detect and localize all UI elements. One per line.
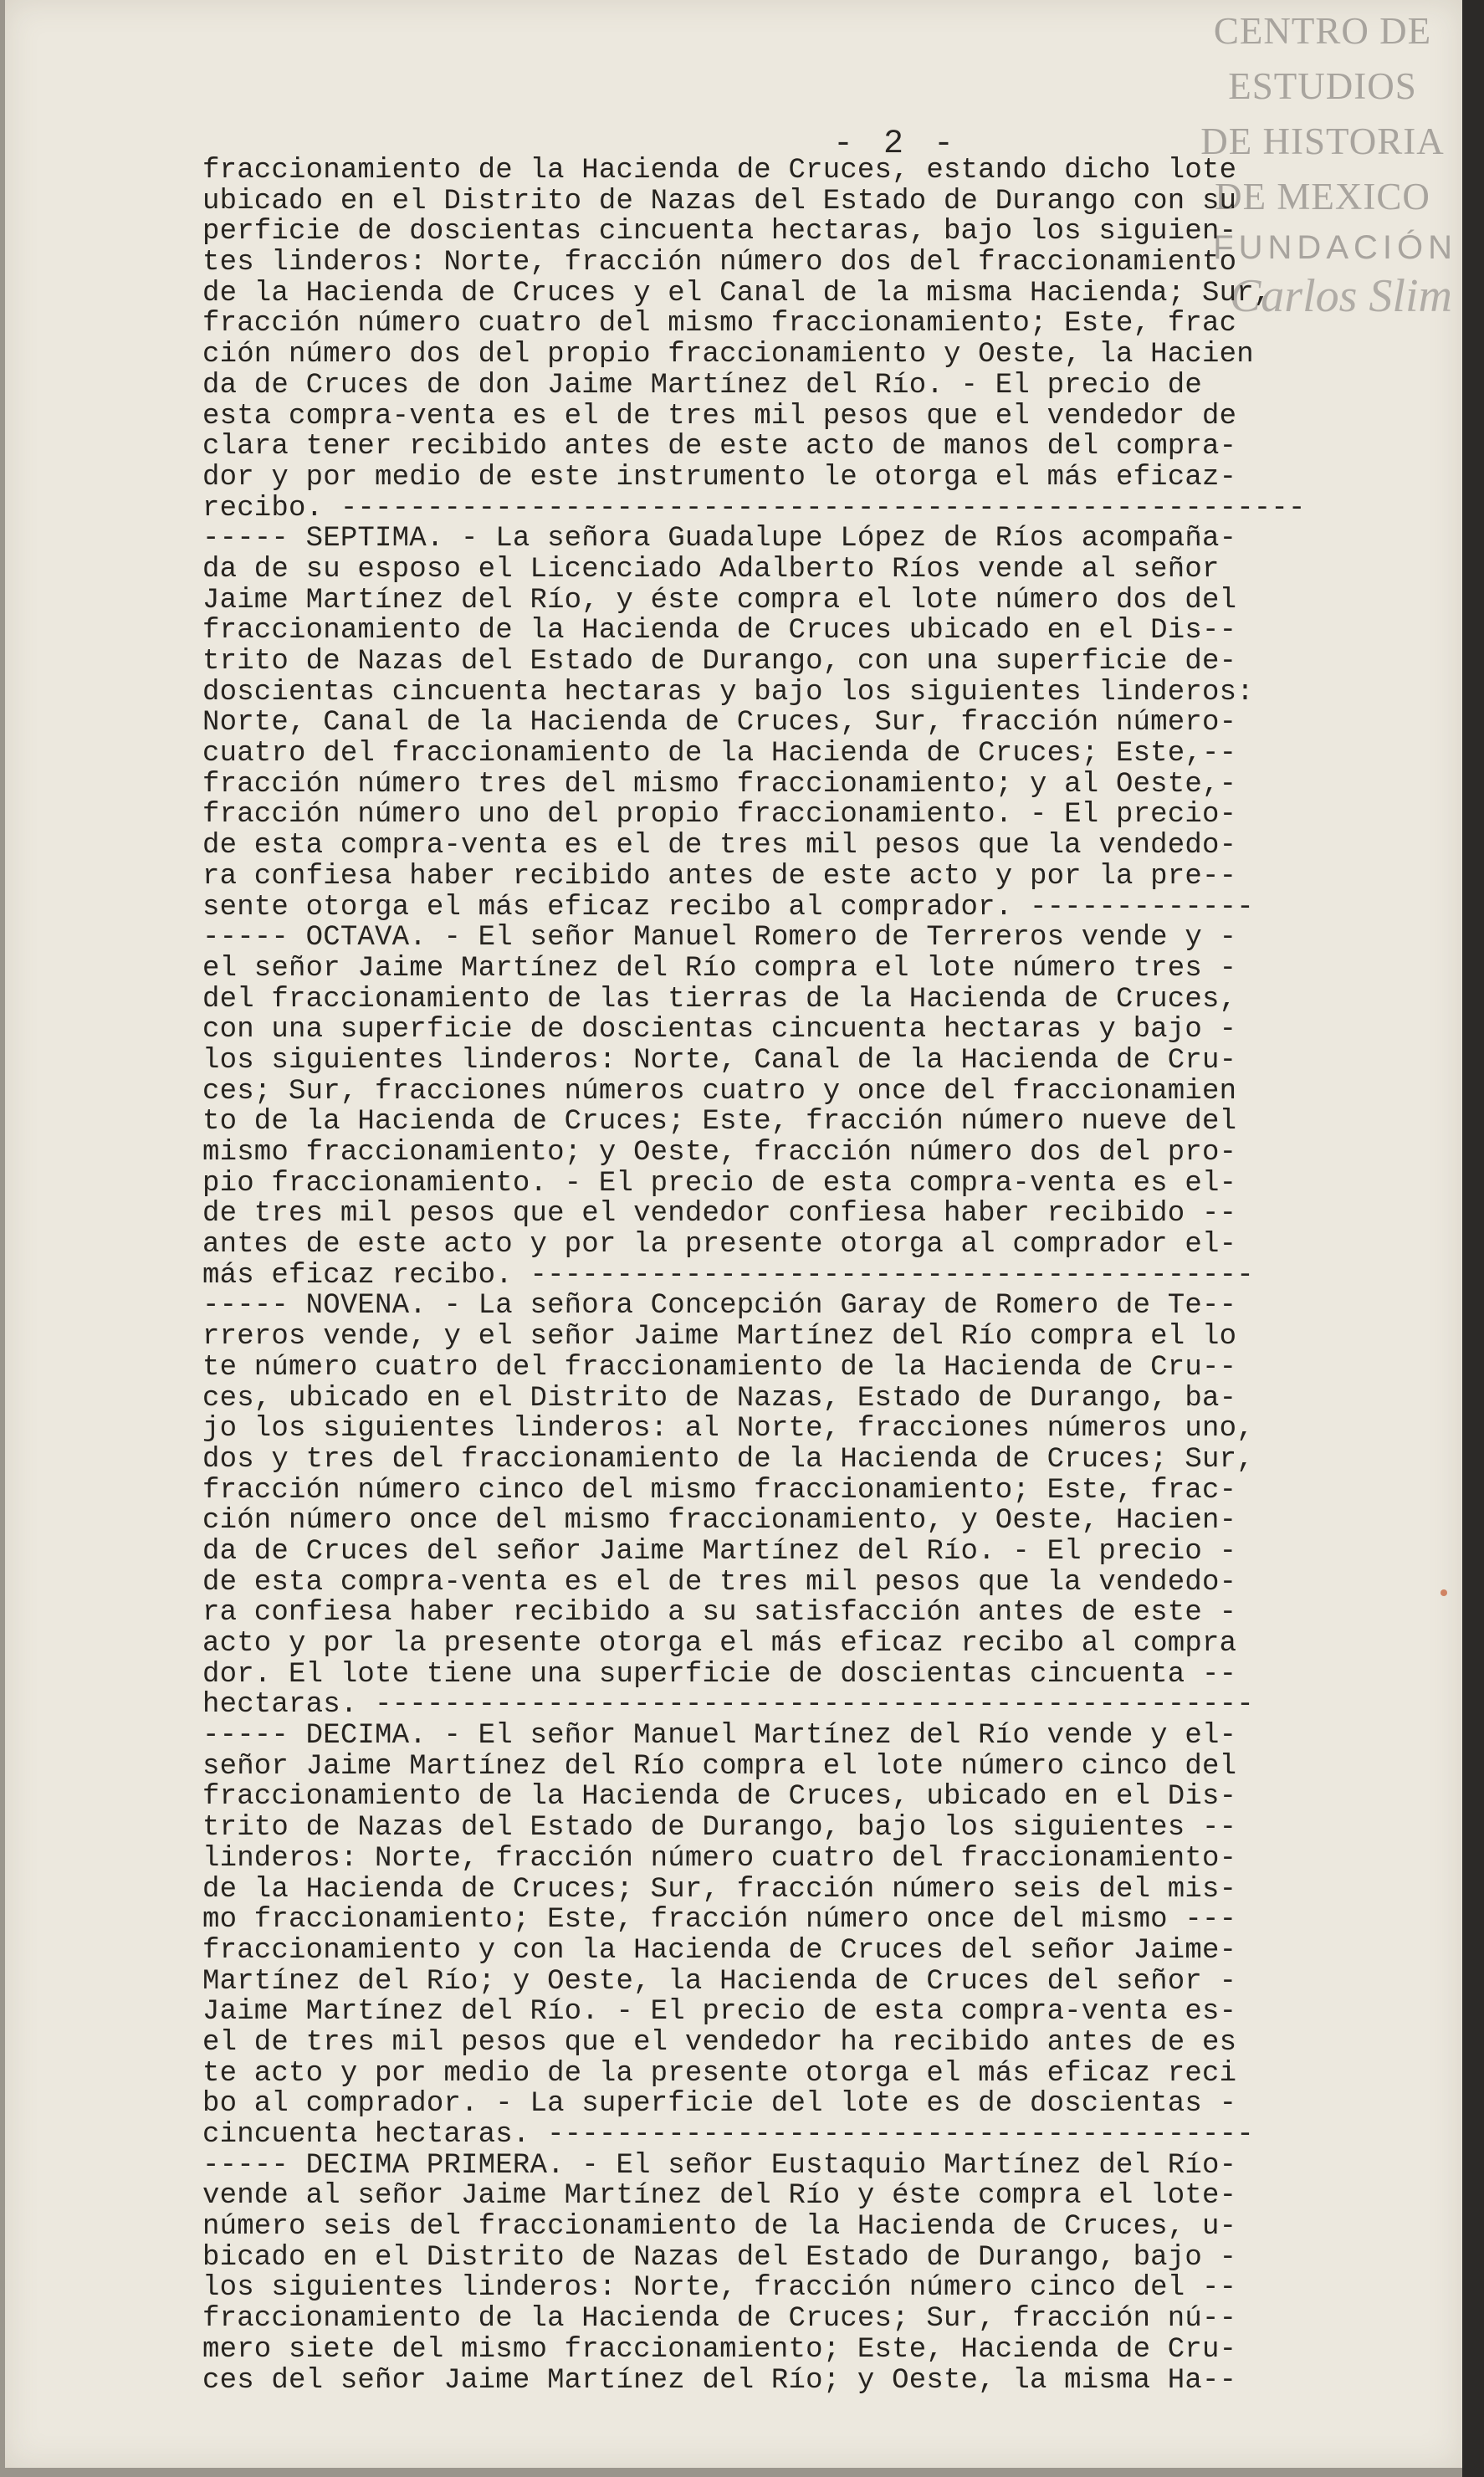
text-line: ces; Sur, fracciones números cuatro y once del fraccionamien — [202, 1076, 1237, 1108]
text-line: más eficaz recibo. ------------------------------------------ — [202, 1260, 1254, 1292]
text-line: doscientas cincuenta hectaras y bajo los siguientes linderos: — [202, 677, 1254, 709]
text-line: ces del señor Jaime Martínez del Río; y Oeste, la misma Ha-- — [202, 2365, 1237, 2397]
text-line: perficie de doscientas cincuenta hectaras, bajo los siguien- — [202, 217, 1237, 248]
text-line: acto y por la presente otorga el más eficaz recibo al compra — [202, 1629, 1237, 1660]
text-line: ubicado en el Distrito de Nazas del Estado de Durango con su — [202, 186, 1237, 218]
text-line: fracción número uno del propio fraccionamiento. - El precio- — [202, 800, 1237, 832]
page-number: - 2 - — [833, 125, 959, 163]
scan-edge — [1462, 0, 1484, 2477]
text-line: clara tener recibido antes de este acto de manos del compra- — [202, 432, 1237, 463]
text-line: fraccionamiento de la Hacienda de Cruces, ubicado en el Dis- — [202, 1782, 1237, 1814]
text-line: da de Cruces de don Jaime Martínez del Río. - El precio de — [202, 370, 1202, 402]
watermark-line: ESTUDIOS — [1228, 65, 1417, 107]
text-line: da de Cruces del señor Jaime Martínez del Río. - El precio - — [202, 1536, 1237, 1568]
text-line: te acto y por medio de la presente otorga el más eficaz reci — [202, 2058, 1237, 2090]
text-line: Norte, Canal de la Hacienda de Cruces, Sur, fracción número- — [202, 708, 1237, 740]
text-line: te número cuatro del fraccionamiento de la Hacienda de Cru-- — [202, 1352, 1237, 1384]
text-line: de la Hacienda de Cruces; Sur, fracción número seis del mis- — [202, 1874, 1237, 1906]
text-line: mismo fraccionamiento; y Oeste, fracción número dos del pro- — [202, 1138, 1237, 1169]
text-line: Jaime Martínez del Río, y éste compra el lote número dos del — [202, 585, 1237, 617]
text-line: fraccionamiento de la Hacienda de Cruces; Sur, fracción nú-- — [202, 2304, 1237, 2335]
text-line: ción número once del mismo fraccionamiento, y Oeste, Hacien- — [202, 1506, 1237, 1537]
text-line: fraccionamiento de la Hacienda de Cruces ubicado en el Dis-- — [202, 616, 1237, 647]
text-line: el señor Jaime Martínez del Río compra el lote número tres - — [202, 953, 1237, 985]
text-line: trito de Nazas del Estado de Durango, con una superficie de- — [202, 647, 1237, 678]
text-line: ra confiesa haber recibido antes de este acto y por la pre-- — [202, 861, 1237, 893]
text-line: rreros vende, y el señor Jaime Martínez del Río compra el lo — [202, 1322, 1237, 1353]
text-line: sente otorga el más eficaz recibo al comprador. ------------- — [202, 892, 1254, 924]
text-line: fraccionamiento de la Hacienda de Cruces, estando dicho lote — [202, 156, 1237, 187]
text-line: fracción número cuatro del mismo fraccionamiento; Este, frac — [202, 309, 1237, 340]
text-line: trito de Nazas del Estado de Durango, bajo los siguientes -- — [202, 1813, 1237, 1844]
text-line: los siguientes linderos: Norte, Canal de la Hacienda de Cru- — [202, 1045, 1237, 1077]
text-line: cuatro del fraccionamiento de la Hacienda de Cruces; Este,-- — [202, 739, 1237, 770]
watermark-line: CENTRO DE — [1213, 10, 1432, 52]
text-line: dos y tres del fraccionamiento de la Hacienda de Cruces; Sur, — [202, 1444, 1254, 1476]
text-line: señor Jaime Martínez del Río compra el lote número cinco del — [202, 1751, 1237, 1783]
text-line: de esta compra-venta es el de tres mil pesos que la vendedo- — [202, 1567, 1237, 1599]
watermark-line: DE MEXICO — [1215, 176, 1430, 218]
text-line: ----- SEPTIMA. - La señora Guadalupe López de Ríos acompaña- — [202, 524, 1237, 555]
text-line: da de su esposo el Licenciado Adalberto Ríos vende al señor — [202, 554, 1220, 586]
text-line: jo los siguientes linderos: al Norte, fracciones números uno, — [202, 1414, 1254, 1445]
ink-stain — [1441, 1589, 1447, 1596]
text-line: vende al señor Jaime Martínez del Río y éste compra el lote- — [202, 2181, 1237, 2213]
watermark-signature: Carlos Slim — [1229, 270, 1452, 322]
text-line: to de la Hacienda de Cruces; Este, fracción número nueve del — [202, 1107, 1237, 1138]
text-line: número seis del fraccionamiento de la Hacienda de Cruces, u- — [202, 2212, 1237, 2243]
text-line: de esta compra-venta es el de tres mil pesos que la vendedo- — [202, 831, 1237, 862]
text-line: mo fraccionamiento; Este, fracción número once del mismo --- — [202, 1905, 1237, 1936]
text-line: bicado en el Distrito de Nazas del Estado de Durango, bajo - — [202, 2242, 1237, 2274]
text-line: el de tres mil pesos que el vendedor ha recibido antes de es — [202, 2027, 1237, 2059]
text-line: ----- DECIMA. - El señor Manuel Martínez del Río vende y el- — [202, 1721, 1237, 1752]
text-line: del fraccionamiento de las tierras de la Hacienda de Cruces, — [202, 984, 1237, 1016]
text-line: con una superficie de doscientas cincuenta hectaras y bajo - — [202, 1015, 1237, 1046]
text-line: los siguientes linderos: Norte, fracción número cinco del -- — [202, 2273, 1237, 2305]
text-line: ----- NOVENA. - La señora Concepción Garay de Romero de Te-- — [202, 1291, 1237, 1323]
text-line: de la Hacienda de Cruces y el Canal de la misma Hacienda; Sur, — [202, 278, 1272, 310]
text-line: fracción número cinco del mismo fraccionamiento; Este, frac- — [202, 1475, 1237, 1507]
document-page — [5, 0, 1462, 2468]
text-line: de tres mil pesos que el vendedor confiesa haber recibido -- — [202, 1199, 1237, 1231]
document-body — [202, 156, 1323, 2396]
text-line: antes de este acto y por la presente otorga al comprador el- — [202, 1230, 1237, 1261]
text-line: Jaime Martínez del Río. - El precio de esta compra-venta es- — [202, 1997, 1237, 2028]
text-line: bo al comprador. - La superficie del lote es de doscientas - — [202, 2089, 1237, 2120]
text-line: ra confiesa haber recibido a su satisfacción antes de este - — [202, 1598, 1237, 1629]
text-line: dor. El lote tiene una superficie de doscientas cincuenta -- — [202, 1659, 1237, 1691]
text-line: ----- OCTAVA. - El señor Manuel Romero de Terreros vende y - — [202, 923, 1237, 954]
text-line: pio fraccionamiento. - El precio de esta compra-venta es el- — [202, 1168, 1237, 1200]
text-line: ción número dos del propio fraccionamiento y Oeste, la Hacien — [202, 340, 1254, 371]
text-line: ----- DECIMA PRIMERA. - El señor Eustaquio Martínez del Río- — [202, 2150, 1237, 2182]
text-line: fracción número tres del mismo fraccionamiento; y al Oeste,- — [202, 769, 1237, 801]
text-line: Martínez del Río; y Oeste, la Hacienda de Cruces del señor - — [202, 1966, 1237, 1998]
text-line: dor y por medio de este instrumento le otorga el más eficaz- — [202, 462, 1237, 494]
text-line: linderos: Norte, fracción número cuatro del fraccionamiento- — [202, 1843, 1237, 1875]
text-line: recibo. -------------------------------------------------------- — [202, 493, 1306, 525]
watermark-line: DE HISTORIA — [1200, 120, 1445, 162]
text-line: hectaras. --------------------------------------------------- — [202, 1690, 1254, 1722]
text-line: cincuenta hectaras. ----------------------------------------- — [202, 2120, 1254, 2151]
text-line: fraccionamiento y con la Hacienda de Cruces del señor Jaime- — [202, 1935, 1237, 1967]
text-line: mero siete del mismo fraccionamiento; Este, Hacienda de Cru- — [202, 2334, 1237, 2366]
watermark-foundation: FUNDACIÓN — [1213, 229, 1457, 266]
text-line: esta compra-venta es el de tres mil pesos que el vendedor de — [202, 401, 1237, 432]
text-line: tes linderos: Norte, fracción número dos del fraccionamiento — [202, 248, 1237, 279]
text-line: ces, ubicado en el Distrito de Nazas, Estado de Durango, ba- — [202, 1383, 1237, 1415]
